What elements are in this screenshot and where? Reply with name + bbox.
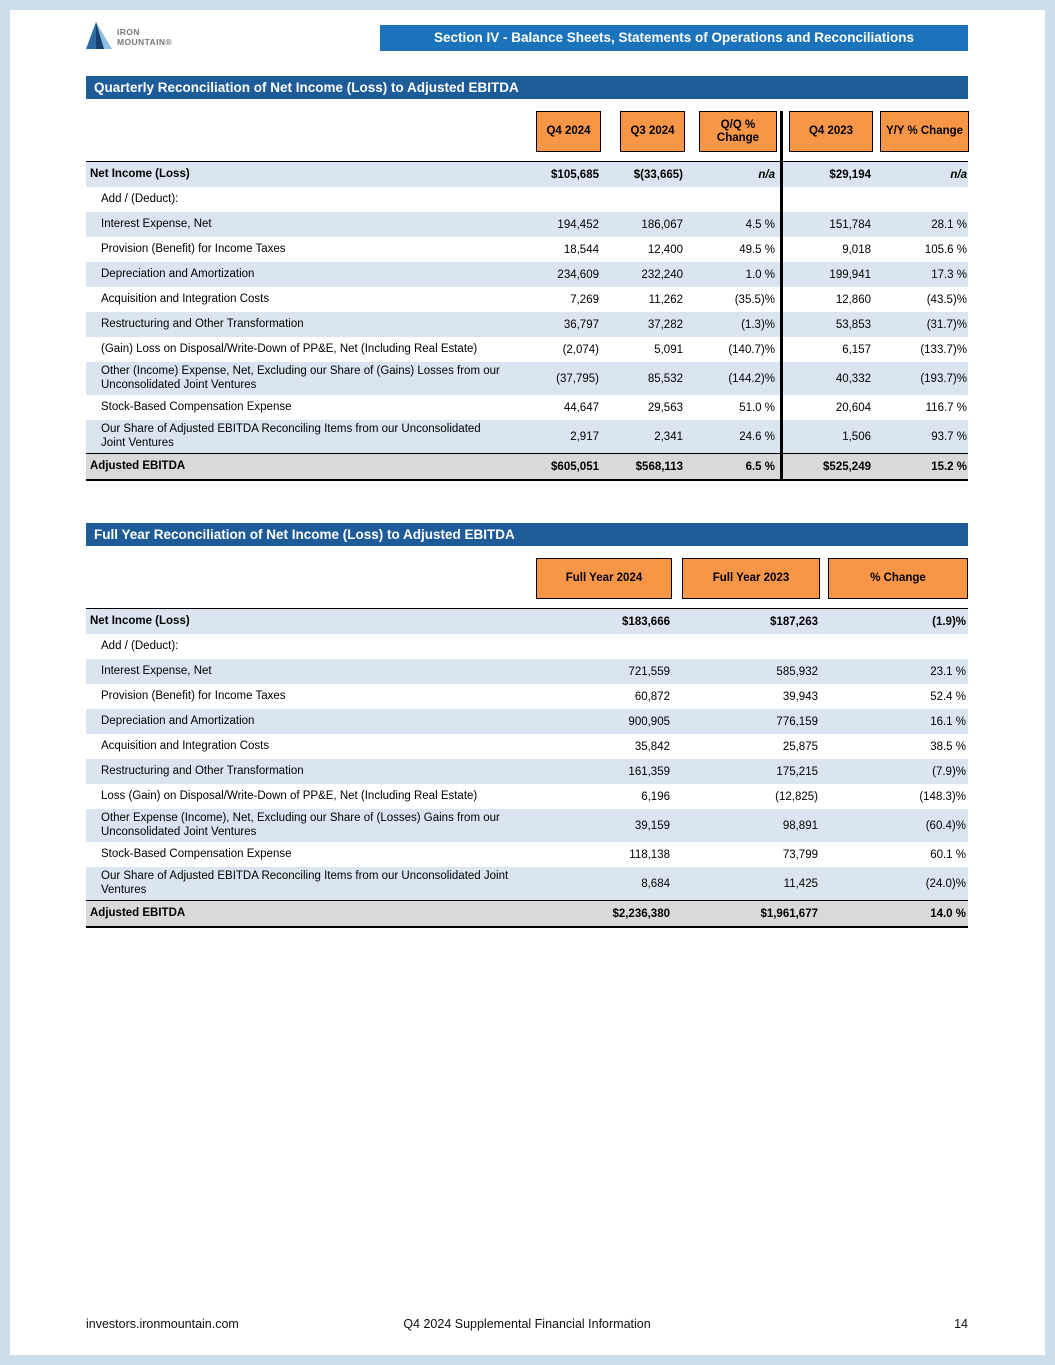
cell-value: (12,825) (775, 790, 818, 803)
cell-value: 39,159 (634, 819, 670, 832)
cell-value: 585,932 (776, 665, 818, 678)
cell-value: 28.1 % (931, 218, 967, 231)
cell-value: 151,784 (777, 212, 873, 237)
cell-value: 16.1 % (930, 715, 966, 728)
cell-value: 6.5 % (745, 460, 775, 473)
table-row (86, 734, 968, 759)
column-header-q4-2023: Q4 2023 (789, 111, 873, 152)
cell-value: 11,425 (783, 877, 818, 890)
cell-value: 40,332 (777, 362, 873, 395)
section-banner: Section IV - Balance Sheets, Statements of Operations and Reconciliations (380, 25, 968, 51)
cell-value: 2,917 (570, 430, 599, 443)
cell-value: 44,647 (563, 401, 599, 414)
table-row (86, 237, 968, 262)
cell-value: 60,872 (634, 690, 670, 703)
table-row (86, 262, 968, 287)
cell-value: 161,359 (628, 765, 670, 778)
row-label: Our Share of Adjusted EBITDA Reconciling Items from our Unconsolidated Joint Ventures (101, 423, 481, 449)
row-label: Loss (Gain) on Disposal/Write-Down of PP&E, Net (Including Real Estate) (101, 789, 478, 802)
cell-value: $(33,665) (633, 168, 683, 181)
quarterly-table-title: Quarterly Reconciliation of Net Income (Loss) to Adjusted EBITDA (86, 76, 968, 99)
row-label: Stock-Based Compensation Expense (101, 400, 292, 413)
cell-value: $105,685 (551, 168, 599, 181)
cell-value: (148.3)% (919, 790, 966, 803)
cell-value: $183,666 (622, 615, 670, 628)
cell-value: $605,051 (551, 460, 599, 473)
cell-value: 5,091 (654, 343, 683, 356)
row-label: Our Share of Adjusted EBITDA Reconciling Items from our Unconsolidated Joint Ventures (101, 870, 509, 896)
footer-title: Q4 2024 Supplemental Financial Information (403, 1317, 651, 1331)
cell-value: 4.5 % (745, 218, 775, 231)
cell-value: 116.7 % (925, 401, 967, 414)
page-footer (86, 1317, 968, 1333)
cell-value: 73,799 (782, 848, 818, 861)
cell-value: (35.5)% (734, 293, 775, 306)
column-header-fy-2023: Full Year 2023 (682, 558, 820, 599)
cell-value (672, 634, 820, 659)
table-row (86, 362, 968, 395)
row-label: Provision (Benefit) for Income Taxes (101, 242, 286, 255)
cell-value: 35,842 (634, 740, 670, 753)
cell-value: 14.0 % (930, 907, 966, 920)
logo-line1: IRON (117, 27, 140, 37)
cell-value: 17.3 % (931, 268, 967, 281)
table-row (86, 759, 968, 784)
cell-value: 118,138 (629, 848, 670, 861)
table-row (86, 659, 968, 684)
page-content (86, 76, 968, 928)
cell-value: $525,249 (777, 454, 873, 479)
column-header-change: % Change (828, 558, 968, 599)
cell-value: (1.3)% (741, 318, 775, 331)
full-year-table-body (86, 608, 968, 928)
cell-value: (43.5)% (926, 293, 967, 306)
cell-value: $1,961,677 (760, 907, 818, 920)
table-row (86, 684, 968, 709)
cell-value: 85,532 (647, 372, 683, 385)
cell-value: 175,215 (776, 765, 818, 778)
cell-value: 9,018 (777, 237, 873, 262)
column-header-q4-2024: Q4 2024 (536, 111, 601, 152)
table-row (86, 187, 968, 212)
page-header (10, 10, 1045, 52)
cell-value (777, 187, 873, 212)
row-label: Interest Expense, Net (101, 664, 212, 677)
cell-value: 194,452 (557, 218, 599, 231)
row-label: Restructuring and Other Transformation (101, 764, 304, 777)
row-label: Add / (Deduct): (101, 192, 179, 205)
page-number: 14 (954, 1317, 968, 1331)
full-year-table-title: Full Year Reconciliation of Net Income (Loss) to Adjusted EBITDA (86, 523, 968, 546)
cell-value (820, 634, 968, 659)
cell-value: 98,891 (782, 819, 818, 832)
cell-value: 8,684 (641, 877, 670, 890)
cell-value: 12,400 (647, 243, 683, 256)
cell-value: 53,853 (777, 312, 873, 337)
table-row (86, 312, 968, 337)
report-page (10, 10, 1045, 1355)
header-spacer (86, 111, 517, 152)
cell-value: 6,157 (777, 337, 873, 362)
cell-value: 49.5 % (739, 243, 775, 256)
mountain-icon (86, 21, 112, 54)
cell-value: 51.0 % (739, 401, 775, 414)
table-row (86, 287, 968, 312)
table-row (86, 842, 968, 867)
iron-mountain-logo (86, 21, 172, 54)
table-row (86, 809, 968, 842)
table-row (86, 162, 968, 187)
column-header-yy-change: Y/Y % Change (880, 111, 969, 152)
cell-value: 23.1 % (930, 665, 966, 678)
cell-value: 18,544 (563, 243, 599, 256)
full-year-table-header (86, 558, 968, 608)
logo-wordmark (117, 28, 172, 47)
table-row (86, 784, 968, 809)
row-label: Add / (Deduct): (101, 639, 179, 652)
cell-value: n/a (950, 168, 967, 181)
cell-value: $29,194 (777, 162, 873, 187)
cell-value: 721,559 (628, 665, 670, 678)
cell-value: (144.2)% (728, 372, 775, 385)
cell-value (685, 187, 777, 212)
cell-value (601, 187, 685, 212)
cell-value: 52.4 % (930, 690, 966, 703)
cell-value: 60.1 % (930, 848, 966, 861)
row-label: Acquisition and Integration Costs (101, 739, 270, 752)
quarterly-reconciliation-table (86, 76, 968, 481)
cell-value: (133.7)% (920, 343, 967, 356)
cell-value: 6,196 (641, 790, 670, 803)
row-label: Stock-Based Compensation Expense (101, 847, 292, 860)
table-row (86, 420, 968, 453)
row-label: Adjusted EBITDA (90, 459, 186, 472)
cell-value: 20,604 (777, 395, 873, 420)
quarterly-table-header (86, 111, 968, 161)
cell-value: 93.7 % (931, 430, 967, 443)
table-row (86, 337, 968, 362)
row-label: Net Income (Loss) (90, 614, 190, 627)
cell-value: (37,795) (556, 372, 599, 385)
table-row (86, 395, 968, 420)
table-row (86, 634, 968, 659)
cell-value: 199,941 (777, 262, 873, 287)
cell-value: 776,159 (776, 715, 818, 728)
cell-value: (1.9)% (932, 615, 966, 628)
cell-value: 1,506 (777, 420, 873, 453)
column-header-q3-2024: Q3 2024 (620, 111, 685, 152)
logo-line2: MOUNTAIN® (117, 36, 173, 47)
column-header-qq-change: Q/Q % Change (699, 111, 777, 152)
cell-value (873, 187, 969, 212)
cell-value: 37,282 (647, 318, 683, 331)
row-label: Other Expense (Income), Net, Excluding our Share of (Losses) Gains from our Unconsolidated Joint Ventures (101, 812, 500, 838)
cell-value: (60.4)% (925, 819, 966, 832)
cell-value (536, 634, 672, 659)
row-label: Net Income (Loss) (90, 167, 190, 180)
cell-value: 25,875 (782, 740, 818, 753)
cell-value: 11,262 (648, 293, 683, 306)
cell-value: 39,943 (782, 690, 818, 703)
footer-url[interactable]: investors.ironmountain.com (86, 1317, 239, 1331)
cell-value: 24.6 % (739, 430, 775, 443)
cell-value: $2,236,380 (612, 907, 670, 920)
cell-value: $568,113 (635, 460, 683, 473)
cell-value: (31.7)% (926, 318, 967, 331)
row-label: Acquisition and Integration Costs (101, 292, 270, 305)
cell-value: 232,240 (641, 268, 683, 281)
cell-value: 1.0 % (745, 268, 775, 281)
cell-value: 36,797 (563, 318, 599, 331)
table-row-total (86, 453, 968, 481)
cell-value: n/a (758, 168, 775, 181)
quarterly-table-body (86, 161, 968, 481)
cell-value: 234,609 (557, 268, 599, 281)
row-label: Adjusted EBITDA (90, 906, 186, 919)
column-header-fy-2024: Full Year 2024 (536, 558, 672, 599)
cell-value: 38.5 % (930, 740, 966, 753)
cell-value: (140.7)% (728, 343, 775, 356)
table-row (86, 212, 968, 237)
header-spacer (86, 558, 536, 599)
row-label: Depreciation and Amortization (101, 267, 255, 280)
table-row (86, 609, 968, 634)
table-row-total (86, 900, 968, 928)
row-label: (Gain) Loss on Disposal/Write-Down of PP&E, Net (Including Real Estate) (101, 342, 478, 355)
row-label: Other (Income) Expense, Net, Excluding our Share of (Gains) Losses from our Unconsolidated Joint Ventures (101, 365, 500, 391)
table-row (86, 867, 968, 900)
cell-value (517, 187, 601, 212)
cell-value: 29,563 (647, 401, 683, 414)
cell-value: (193.7)% (920, 372, 967, 385)
cell-value: 7,269 (570, 293, 599, 306)
full-year-reconciliation-table (86, 523, 968, 928)
cell-value: 900,905 (628, 715, 670, 728)
cell-value: (24.0)% (925, 877, 966, 890)
cell-value: $187,263 (770, 615, 818, 628)
cell-value: 186,067 (641, 218, 683, 231)
cell-value: 12,860 (777, 287, 873, 312)
cell-value: 15.2 % (931, 460, 967, 473)
table-row (86, 709, 968, 734)
row-label: Depreciation and Amortization (101, 714, 255, 727)
cell-value: (7.9)% (932, 765, 966, 778)
cell-value: (2,074) (562, 343, 599, 356)
cell-value: 105.6 % (924, 243, 967, 256)
cell-value: 2,341 (654, 430, 683, 443)
row-label: Interest Expense, Net (101, 217, 212, 230)
row-label: Provision (Benefit) for Income Taxes (101, 689, 286, 702)
row-label: Restructuring and Other Transformation (101, 317, 304, 330)
